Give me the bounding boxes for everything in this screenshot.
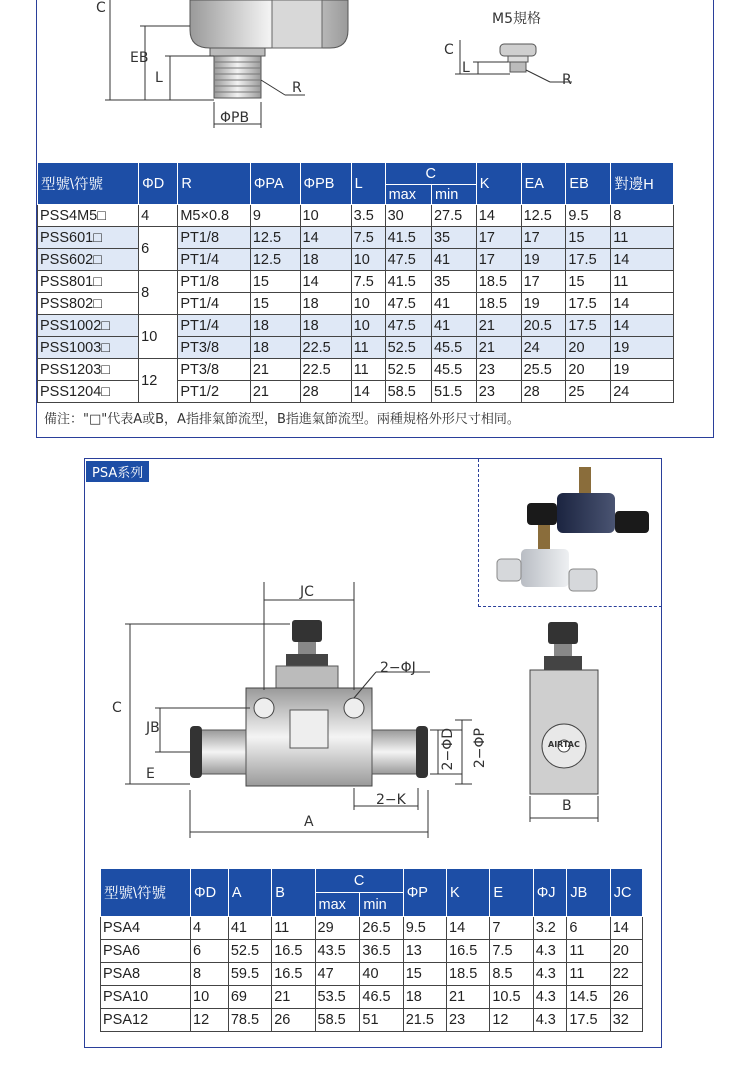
cell: 10 <box>191 986 229 1009</box>
cell: 4.3 <box>533 1009 567 1032</box>
cell: 21 <box>476 315 521 337</box>
cell: 58.5 <box>385 381 431 403</box>
cell: 3.5 <box>351 205 385 227</box>
col-jb: JB <box>567 869 610 917</box>
cell: 14 <box>611 315 674 337</box>
cell: 7.5 <box>490 940 533 963</box>
col-c: C <box>385 163 476 185</box>
dim-b: B <box>562 798 572 814</box>
table-row <box>101 963 643 986</box>
cell: 47.5 <box>385 249 431 271</box>
cell: PSA8 <box>101 963 191 986</box>
dim-j: 2−ΦJ <box>380 660 416 676</box>
cell: 27.5 <box>431 205 476 227</box>
psa-series-label: PSA系列 <box>86 461 149 482</box>
cell: 21 <box>476 337 521 359</box>
table-row <box>38 315 674 337</box>
cell: 24 <box>611 381 674 403</box>
cell: PT1/8 <box>178 227 251 249</box>
dim-jc: JC <box>300 584 314 600</box>
cell: 15 <box>250 293 300 315</box>
cell: 41 <box>431 293 476 315</box>
cell: 43.5 <box>315 940 360 963</box>
dim-pb: ΦPB <box>220 110 250 126</box>
col-eb: EB <box>566 163 611 205</box>
dim-e: E <box>146 766 155 782</box>
cell: PSS4M5□ <box>38 205 139 227</box>
col-j: ΦJ <box>533 869 567 917</box>
cell: 28 <box>300 381 351 403</box>
cell: 20 <box>610 940 642 963</box>
col-d: ΦD <box>139 163 178 205</box>
cell: 8 <box>191 963 229 986</box>
cell: 20 <box>566 359 611 381</box>
cell: 52.5 <box>228 940 271 963</box>
cell: PSA10 <box>101 986 191 1009</box>
cell: 51.5 <box>431 381 476 403</box>
cell: 23 <box>447 1009 490 1032</box>
cell: 11 <box>567 940 610 963</box>
cell: 78.5 <box>228 1009 271 1032</box>
m5-dim-c: C <box>444 42 454 58</box>
cell: 24 <box>521 337 566 359</box>
cell: 10 <box>139 315 178 359</box>
col-model: 型號\符號 <box>38 163 139 205</box>
cell: PSS601□ <box>38 227 139 249</box>
cell: 8.5 <box>490 963 533 986</box>
table-row <box>101 917 643 940</box>
cell: 12.5 <box>250 249 300 271</box>
cell: 4 <box>191 917 229 940</box>
col-model: 型號\符號 <box>101 869 191 917</box>
col-l: L <box>351 163 385 205</box>
cell: 58.5 <box>315 1009 360 1032</box>
cell: PSS1204□ <box>38 381 139 403</box>
col-k: K <box>476 163 521 205</box>
cell: 10 <box>351 315 385 337</box>
cell: 17.5 <box>567 1009 610 1032</box>
cell: PSS1203□ <box>38 359 139 381</box>
cell: PSS802□ <box>38 293 139 315</box>
cell: 14 <box>611 249 674 271</box>
table-row <box>38 227 674 249</box>
cell: 4.3 <box>533 986 567 1009</box>
cell: PT3/8 <box>178 359 251 381</box>
table-row <box>38 359 674 381</box>
col-pa: ΦPA <box>250 163 300 205</box>
pss-note: 備注："□"代表A或B，A指排氣節流型，B指進氣節流型。兩種規格外形尺寸相同。 <box>44 412 520 427</box>
col-h: 對邊H <box>611 163 674 205</box>
psa-spec-table <box>100 868 643 1032</box>
cell: 14 <box>476 205 521 227</box>
dim-eb: EB <box>130 50 149 66</box>
cell: 6 <box>139 227 178 271</box>
cell: 18 <box>250 315 300 337</box>
cell: 17 <box>521 227 566 249</box>
col-b: B <box>272 869 315 917</box>
cell: 17.5 <box>566 293 611 315</box>
cell: 11 <box>611 227 674 249</box>
product-photo <box>479 459 663 607</box>
table-row <box>38 293 674 315</box>
cell: 29 <box>315 917 360 940</box>
cell: 4 <box>139 205 178 227</box>
cell: 20 <box>566 337 611 359</box>
table-row <box>101 986 643 1009</box>
col-e: E <box>490 869 533 917</box>
cell: PT1/8 <box>178 271 251 293</box>
cell: 22 <box>610 963 642 986</box>
cell: 26.5 <box>360 917 403 940</box>
cell: 12 <box>191 1009 229 1032</box>
cell: 40 <box>360 963 403 986</box>
cell: 47.5 <box>385 315 431 337</box>
dim-c2: C <box>112 700 122 716</box>
col-c-max: max <box>385 185 431 205</box>
psa-front-drawing <box>100 580 480 850</box>
cell: 17 <box>476 249 521 271</box>
cell: 32 <box>610 1009 642 1032</box>
cell: 41 <box>431 315 476 337</box>
cell: 41.5 <box>385 271 431 293</box>
cell: 21 <box>447 986 490 1009</box>
col-a: A <box>228 869 271 917</box>
cell: 26 <box>272 1009 315 1032</box>
cell: 51 <box>360 1009 403 1032</box>
cell: 35 <box>431 227 476 249</box>
cell: PT1/2 <box>178 381 251 403</box>
cell: 7.5 <box>351 227 385 249</box>
col-c-min: min <box>360 893 403 917</box>
cell: PT1/4 <box>178 315 251 337</box>
cell: 21 <box>250 381 300 403</box>
cell: 19 <box>611 337 674 359</box>
cell: 21 <box>250 359 300 381</box>
cell: PSS1002□ <box>38 315 139 337</box>
cell: 52.5 <box>385 337 431 359</box>
cell: 16.5 <box>447 940 490 963</box>
cell: 14 <box>300 227 351 249</box>
cell: 14 <box>300 271 351 293</box>
cell: 17.5 <box>566 315 611 337</box>
cell: 9.5 <box>566 205 611 227</box>
cell: 10 <box>351 293 385 315</box>
dim-jb: JB <box>146 720 160 736</box>
cell: PT3/8 <box>178 337 251 359</box>
cell: 45.5 <box>431 337 476 359</box>
m5-dim-l: L <box>462 60 470 76</box>
dim-c: C <box>96 0 106 16</box>
cell: 9 <box>250 205 300 227</box>
cell: 15 <box>403 963 446 986</box>
col-c-min: min <box>431 185 476 205</box>
table-row <box>38 205 674 227</box>
cell: 14 <box>611 293 674 315</box>
cell: 69 <box>228 986 271 1009</box>
cell: 23 <box>476 359 521 381</box>
cell: 23 <box>476 381 521 403</box>
cell: 14.5 <box>567 986 610 1009</box>
cell: 18.5 <box>476 271 521 293</box>
pss-spec-table <box>37 162 674 403</box>
cell: 41 <box>228 917 271 940</box>
m5-title: M5規格 <box>492 11 541 27</box>
cell: 12 <box>139 359 178 403</box>
cell: 11 <box>351 359 385 381</box>
cell: 19 <box>611 359 674 381</box>
cell: 18 <box>300 249 351 271</box>
table-row <box>101 940 643 963</box>
cell: PT1/4 <box>178 249 251 271</box>
cell: 9.5 <box>403 917 446 940</box>
cell: 4.3 <box>533 963 567 986</box>
cell: 21 <box>272 986 315 1009</box>
cell: 36.5 <box>360 940 403 963</box>
cell: 46.5 <box>360 986 403 1009</box>
cell: 14 <box>610 917 642 940</box>
col-jc: JC <box>610 869 642 917</box>
cell: 41.5 <box>385 227 431 249</box>
table-row <box>38 381 674 403</box>
cell: 8 <box>611 205 674 227</box>
cell: 7.5 <box>351 271 385 293</box>
cell: 15 <box>250 271 300 293</box>
cell: 25 <box>566 381 611 403</box>
dim-p: 2−ΦP <box>472 728 488 769</box>
cell: 15 <box>566 271 611 293</box>
cell: 18.5 <box>447 963 490 986</box>
cell: 18.5 <box>476 293 521 315</box>
cell: 12.5 <box>521 205 566 227</box>
cell: 6 <box>191 940 229 963</box>
cell: 26 <box>610 986 642 1009</box>
cell: PSS1003□ <box>38 337 139 359</box>
cell: 16.5 <box>272 940 315 963</box>
psa-side-drawing <box>520 618 620 828</box>
table-row <box>38 337 674 359</box>
m5-dim-r: R <box>562 72 572 88</box>
cell: 47 <box>315 963 360 986</box>
cell: 14 <box>447 917 490 940</box>
cell: PSS801□ <box>38 271 139 293</box>
dim-d: 2−ΦD <box>440 728 456 771</box>
cell: 17 <box>476 227 521 249</box>
cell: 35 <box>431 271 476 293</box>
col-k: K <box>447 869 490 917</box>
cell: 25.5 <box>521 359 566 381</box>
cell: 59.5 <box>228 963 271 986</box>
cell: 20.5 <box>521 315 566 337</box>
product-photo-box <box>478 459 662 607</box>
table-row <box>38 249 674 271</box>
cell: 12.5 <box>250 227 300 249</box>
cell: 21.5 <box>403 1009 446 1032</box>
cell: 4.3 <box>533 940 567 963</box>
cell: 18 <box>250 337 300 359</box>
cell: 7 <box>490 917 533 940</box>
brand-mark: AIRTAC <box>548 740 580 749</box>
cell: 10 <box>351 249 385 271</box>
cell: 47.5 <box>385 293 431 315</box>
table-row <box>101 1009 643 1032</box>
dim-l: L <box>155 70 163 86</box>
cell: 14 <box>351 381 385 403</box>
cell: PT1/4 <box>178 293 251 315</box>
cell: 19 <box>521 293 566 315</box>
cell: 18 <box>300 315 351 337</box>
cell: 53.5 <box>315 986 360 1009</box>
cell: 10 <box>300 205 351 227</box>
col-r: R <box>178 163 251 205</box>
cell: 17 <box>521 271 566 293</box>
cell: 22.5 <box>300 337 351 359</box>
cell: 11 <box>611 271 674 293</box>
col-pb: ΦPB <box>300 163 351 205</box>
cell: 30 <box>385 205 431 227</box>
cell: 6 <box>567 917 610 940</box>
cell: 18 <box>300 293 351 315</box>
cell: 45.5 <box>431 359 476 381</box>
cell: 12 <box>490 1009 533 1032</box>
cell: 16.5 <box>272 963 315 986</box>
cell: PSA4 <box>101 917 191 940</box>
col-c-max: max <box>315 893 360 917</box>
col-c: C <box>315 869 403 893</box>
cell: 41 <box>431 249 476 271</box>
cell: 22.5 <box>300 359 351 381</box>
cell: 19 <box>521 249 566 271</box>
cell: 3.2 <box>533 917 567 940</box>
dim-r: R <box>292 80 302 96</box>
cell: 8 <box>139 271 178 315</box>
col-p: ΦP <box>403 869 446 917</box>
cell: 11 <box>272 917 315 940</box>
cell: PSA6 <box>101 940 191 963</box>
dim-k: 2−K <box>376 792 406 808</box>
cell: 28 <box>521 381 566 403</box>
col-ea: EA <box>521 163 566 205</box>
cell: 13 <box>403 940 446 963</box>
table-row <box>38 271 674 293</box>
cell: 17.5 <box>566 249 611 271</box>
cell: 10.5 <box>490 986 533 1009</box>
cell: 15 <box>566 227 611 249</box>
col-d: ΦD <box>191 869 229 917</box>
cell: 18 <box>403 986 446 1009</box>
cell: M5×0.8 <box>178 205 251 227</box>
cell: 52.5 <box>385 359 431 381</box>
cell: 11 <box>351 337 385 359</box>
cell: 11 <box>567 963 610 986</box>
cell: PSS602□ <box>38 249 139 271</box>
dim-a: A <box>304 814 314 830</box>
cell: PSA12 <box>101 1009 191 1032</box>
